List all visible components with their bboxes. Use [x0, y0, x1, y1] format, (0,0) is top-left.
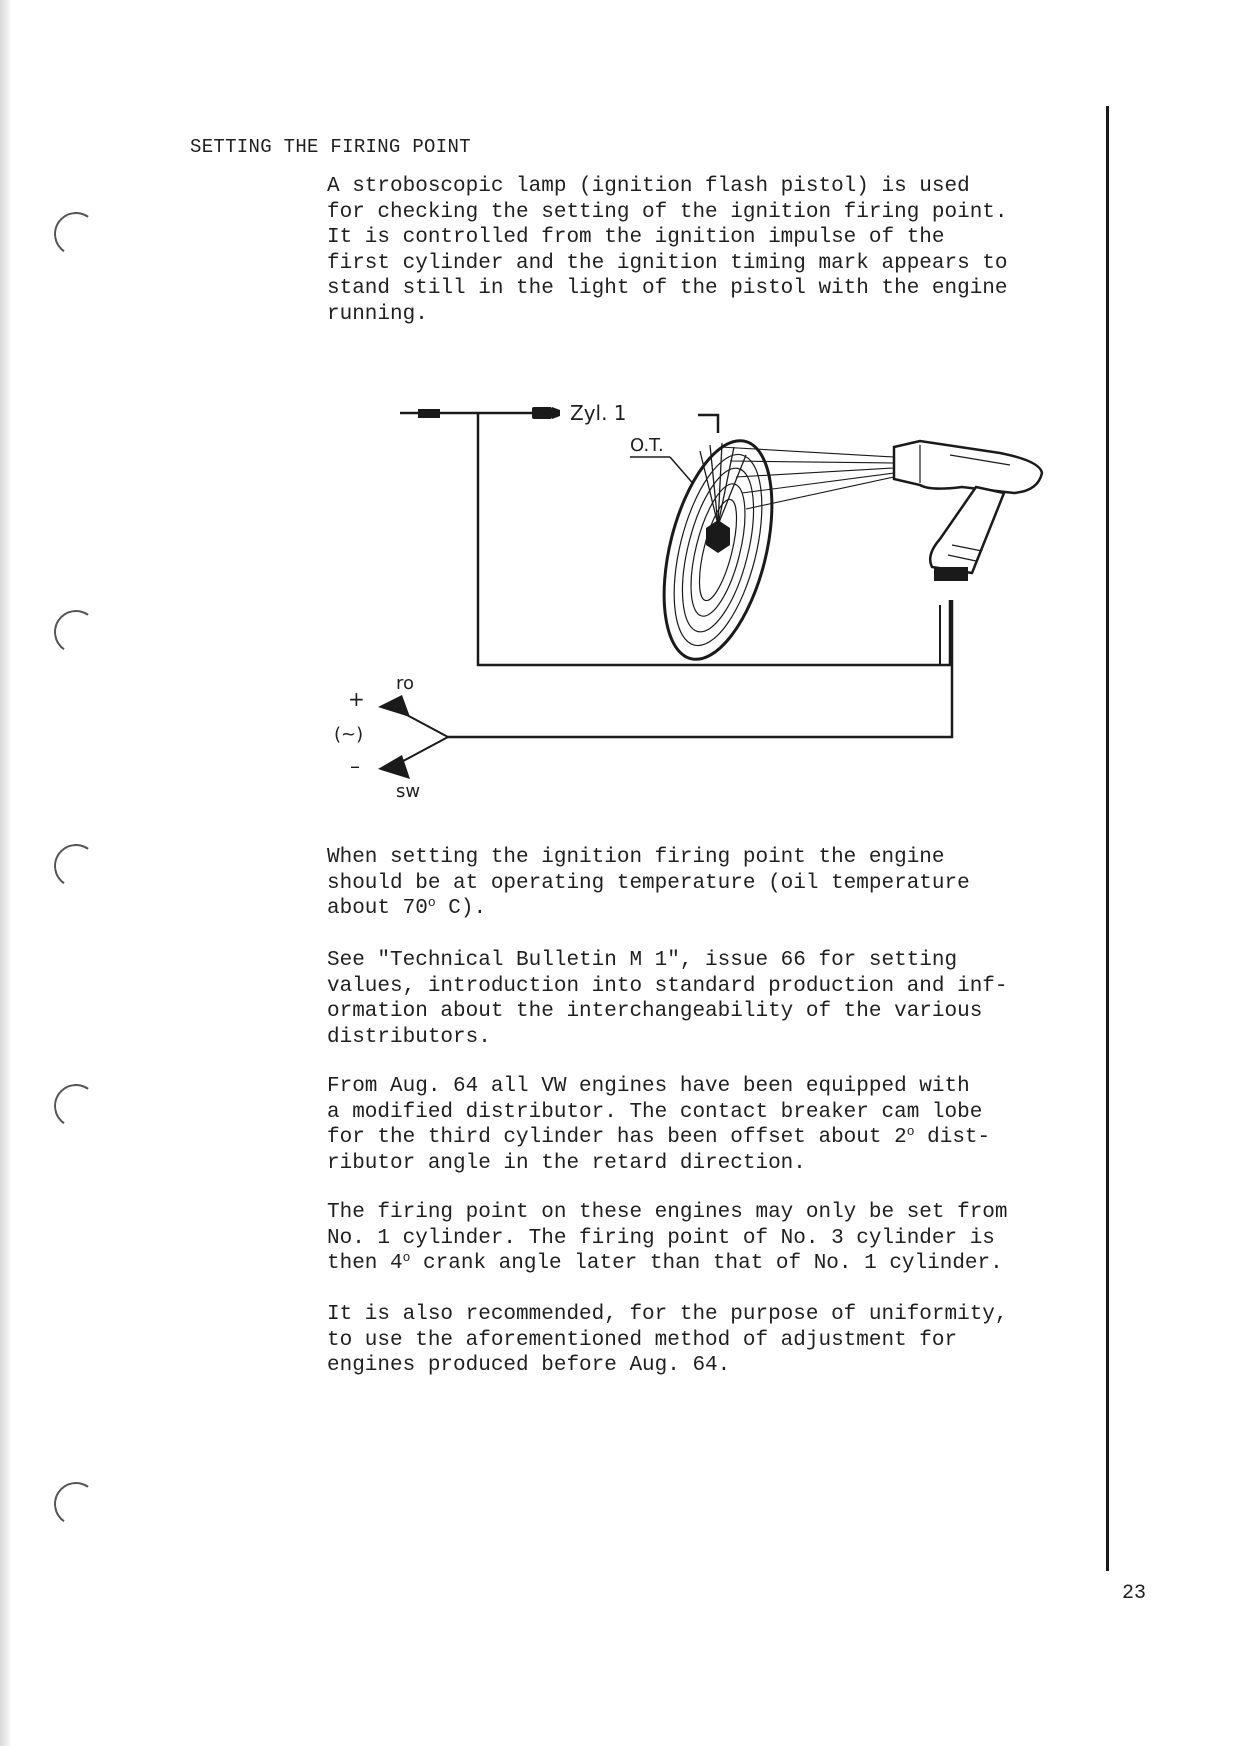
punch-hole-1: [51, 209, 102, 260]
page-number: 23: [1122, 1582, 1147, 1605]
tdc-label: O.T.: [630, 435, 664, 456]
lead-connector-left: [418, 409, 440, 418]
strobe-wiring-diagram: [320, 395, 1060, 815]
margin-rule: [1106, 106, 1109, 1571]
degree-symbol: o: [427, 895, 436, 910]
uniformity-paragraph: It is also recommended, for the purpose of uniformity, to use the aforementioned method of adjustment for engines produced before Aug. 64.: [327, 1303, 1008, 1377]
crankshaft-pulley: [644, 430, 791, 671]
black-label: sw: [396, 781, 421, 802]
black-clamp: [378, 755, 410, 779]
red-clamp: [378, 695, 410, 717]
punch-hole-3: [51, 841, 102, 892]
firing-point-paragraph: The firing point on these engines may only be set from No. 1 cylinder. The firing point of No. 3 cylinder is then 4$^o$ crank angle later than that of No. 1 cylinder.: [327, 1201, 1008, 1275]
minus-label: –: [350, 754, 360, 778]
page-edge-shadow: [0, 0, 12, 1746]
plus-label: +: [348, 687, 365, 711]
section-heading: SETTING THE FIRING POINT: [190, 136, 471, 158]
degree-symbol: o: [906, 1124, 915, 1139]
ac-label: (~): [334, 724, 364, 745]
technical-bulletin-paragraph: See "Technical Bulletin M 1", issue 66 for setting values, introduction into standard production and inf- ormation about the interchangeability of the various distributors.: [327, 949, 1008, 1049]
punch-hole-4: [51, 1081, 102, 1132]
strobe-pistol: [894, 441, 1042, 581]
cylinder-1-clamp: [532, 407, 552, 419]
degree-symbol: o: [402, 1250, 411, 1265]
modified-distributor-paragraph: From Aug. 64 all VW engines have been equipped with a modified distributor. The contact breaker cam lobe for the third cylinder has been offset about 2$^o$ dist- ributor angle in the retard direction.: [327, 1075, 991, 1175]
punch-hole-5: [51, 1479, 102, 1530]
red-label: ro: [396, 673, 415, 694]
punch-hole-2: [51, 607, 102, 658]
operating-temperature-paragraph: When setting the ignition firing point the engine should be at operating temperature (oil temperature about 70$^o$ C).: [327, 846, 970, 920]
intro-paragraph: A stroboscopic lamp (ignition flash pistol) is used for checking the setting of the ignition firing point. It is controlled from the ignition impulse of the first cylinder and the ignition timing mark appears to stand still in the light of the pistol with the engine running.: [327, 175, 1008, 326]
cylinder-label: Zyl. 1: [570, 401, 627, 425]
